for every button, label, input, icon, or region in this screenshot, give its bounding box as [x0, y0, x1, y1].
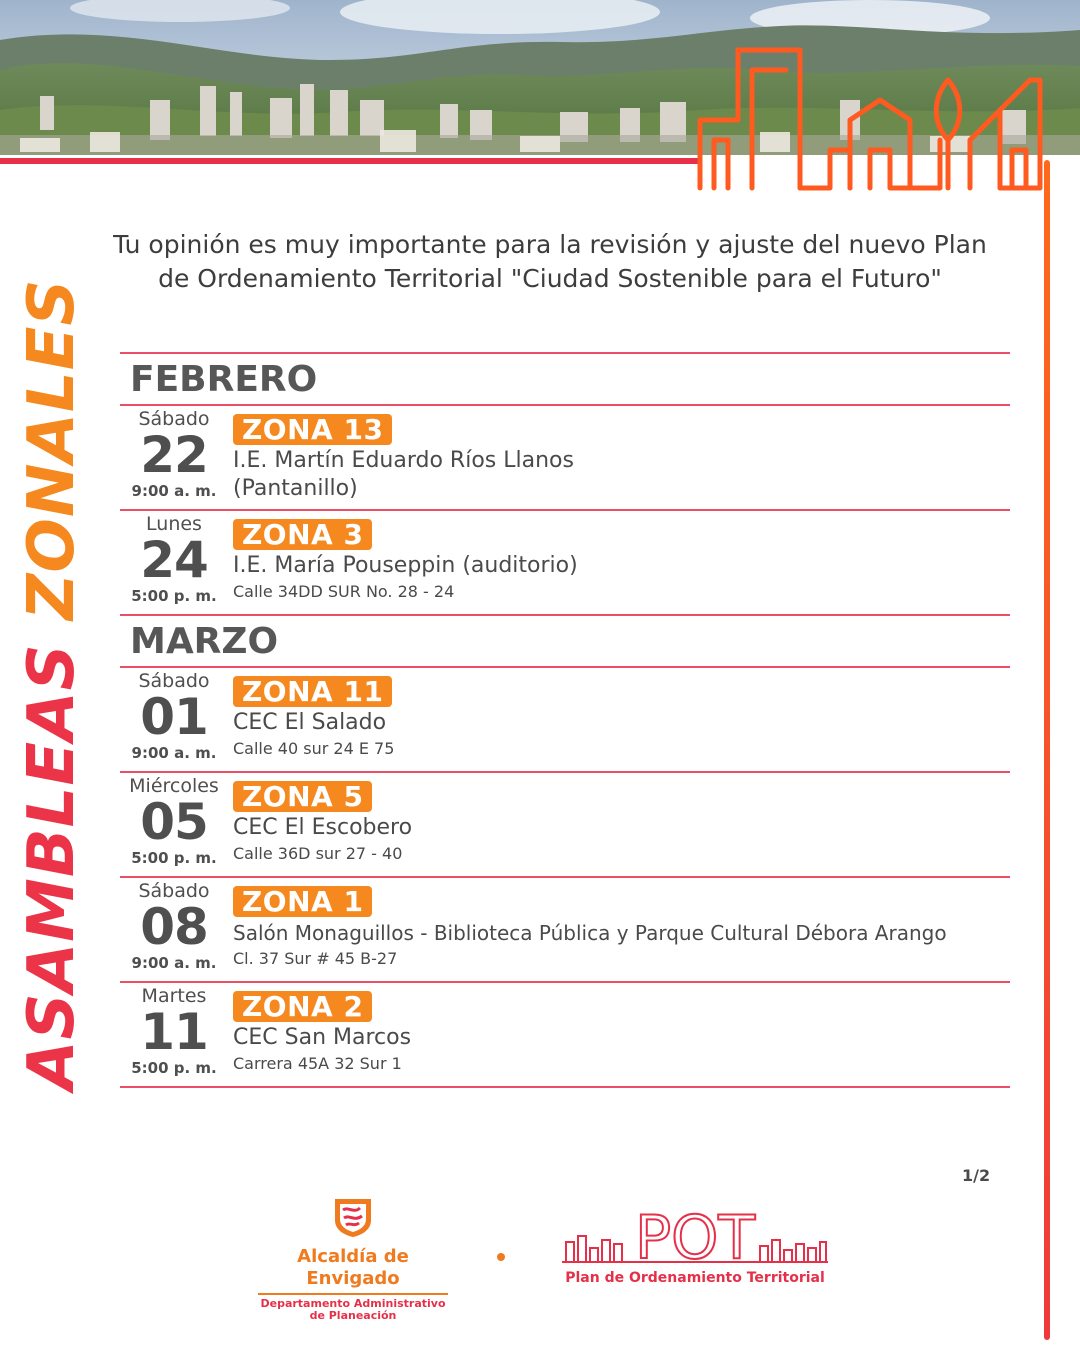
event-place: CEC El Escobero [233, 815, 413, 840]
event-address: Calle 36D sur 27 - 40 [233, 844, 403, 863]
envigado-department-line-2: de Planeación [309, 1309, 397, 1322]
event-time: 5:00 p. m. [131, 587, 217, 605]
month-heading: MARZO [130, 621, 279, 662]
event-weekday: Lunes [146, 513, 202, 535]
zone-badge: ZONA 1 [233, 886, 372, 917]
event-day: 24 [140, 531, 208, 589]
event-info [233, 886, 1010, 971]
event-time: 9:00 a. m. [131, 744, 217, 762]
page-indicator: 1/2 [962, 1166, 991, 1185]
event-info [233, 781, 1010, 866]
event-time: 9:00 a. m. [131, 954, 217, 972]
event-item [120, 773, 1010, 876]
divider [120, 352, 1010, 354]
event-address: Calle 40 sur 24 E 75 [233, 739, 395, 758]
event-place: Salón Monaguillos - Biblioteca Pública y Parque Cultural Débora Arango [233, 921, 947, 945]
event-place: I.E. María Pouseppin (auditorio) [233, 553, 578, 578]
header-divider-line [0, 158, 700, 164]
pot-wordmark-icon [560, 1204, 830, 1264]
event-date [120, 511, 228, 605]
event-info [233, 414, 1010, 503]
envigado-logo [258, 1196, 448, 1322]
event-weekday: Miércoles [129, 775, 219, 797]
envigado-crest-icon [332, 1196, 374, 1238]
event-place: CEC El Salado [233, 710, 387, 735]
pot-text: POT [634, 1204, 756, 1264]
intro-line-2: de Ordenamiento Territorial "Ciudad Sostenible para el Futuro" [158, 264, 942, 293]
month-heading: FEBRERO [130, 359, 318, 400]
event-day: 22 [140, 426, 208, 484]
event-time: 9:00 a. m. [131, 482, 217, 500]
intro-text [60, 228, 1040, 296]
event-day: 05 [140, 793, 208, 851]
event-address: Calle 34DD SUR No. 28 - 24 [233, 582, 455, 601]
event-date [120, 406, 228, 500]
separator-dot [497, 1253, 505, 1261]
vertical-title [15, 278, 89, 1090]
event-place: CEC San Marcos [233, 1025, 412, 1050]
right-accent-line [1044, 160, 1050, 1340]
event-weekday: Sábado [138, 408, 210, 430]
event-address: Cl. 37 Sur # 45 B-27 [233, 949, 398, 968]
schedule [120, 352, 1010, 1088]
event-date [120, 773, 228, 867]
event-time: 5:00 p. m. [131, 849, 217, 867]
pot-subtitle: Plan de Ordenamiento Territorial [565, 1270, 825, 1286]
event-time: 5:00 p. m. [131, 1059, 217, 1077]
event-weekday: Sábado [138, 670, 210, 692]
event-place: I.E. Martín Eduardo Ríos Llanos [233, 448, 574, 473]
event-item [120, 668, 1010, 771]
event-date [120, 878, 228, 972]
zone-badge: ZONA 5 [233, 781, 372, 812]
pot-logo [560, 1204, 830, 1286]
event-item [120, 878, 1010, 981]
event-day: 11 [140, 1003, 208, 1061]
city-outline-icon [690, 40, 1060, 200]
event-date [120, 668, 228, 762]
event-day: 01 [140, 688, 208, 746]
event-weekday: Martes [141, 985, 207, 1007]
title-part-2: ZONALES [15, 278, 89, 620]
zone-badge: ZONA 2 [233, 991, 372, 1022]
event-item [120, 406, 1010, 509]
event-date [120, 983, 228, 1077]
event-weekday: Sábado [138, 880, 210, 902]
intro-line-1: Tu opinión es muy importante para la revisión y ajuste del nuevo Plan [113, 230, 987, 259]
envigado-department-line-1: Departamento Administrativo [260, 1297, 446, 1310]
zone-badge: ZONA 11 [233, 676, 392, 707]
envigado-name: Alcaldía de Envigado [258, 1246, 448, 1295]
title-part-1: ASAMBLEAS [15, 643, 89, 1090]
event-address: Carrera 45A 32 Sur 1 [233, 1054, 402, 1073]
event-info [233, 519, 1010, 604]
event-day: 08 [140, 898, 208, 956]
event-info [233, 991, 1010, 1076]
divider [120, 614, 1010, 616]
event-info [233, 676, 1010, 761]
zone-badge: ZONA 13 [233, 414, 392, 445]
event-item [120, 983, 1010, 1086]
event-place-detail: (Pantanillo) [233, 476, 358, 501]
divider [120, 1086, 1010, 1088]
zone-badge: ZONA 3 [233, 519, 372, 550]
event-item [120, 511, 1010, 614]
